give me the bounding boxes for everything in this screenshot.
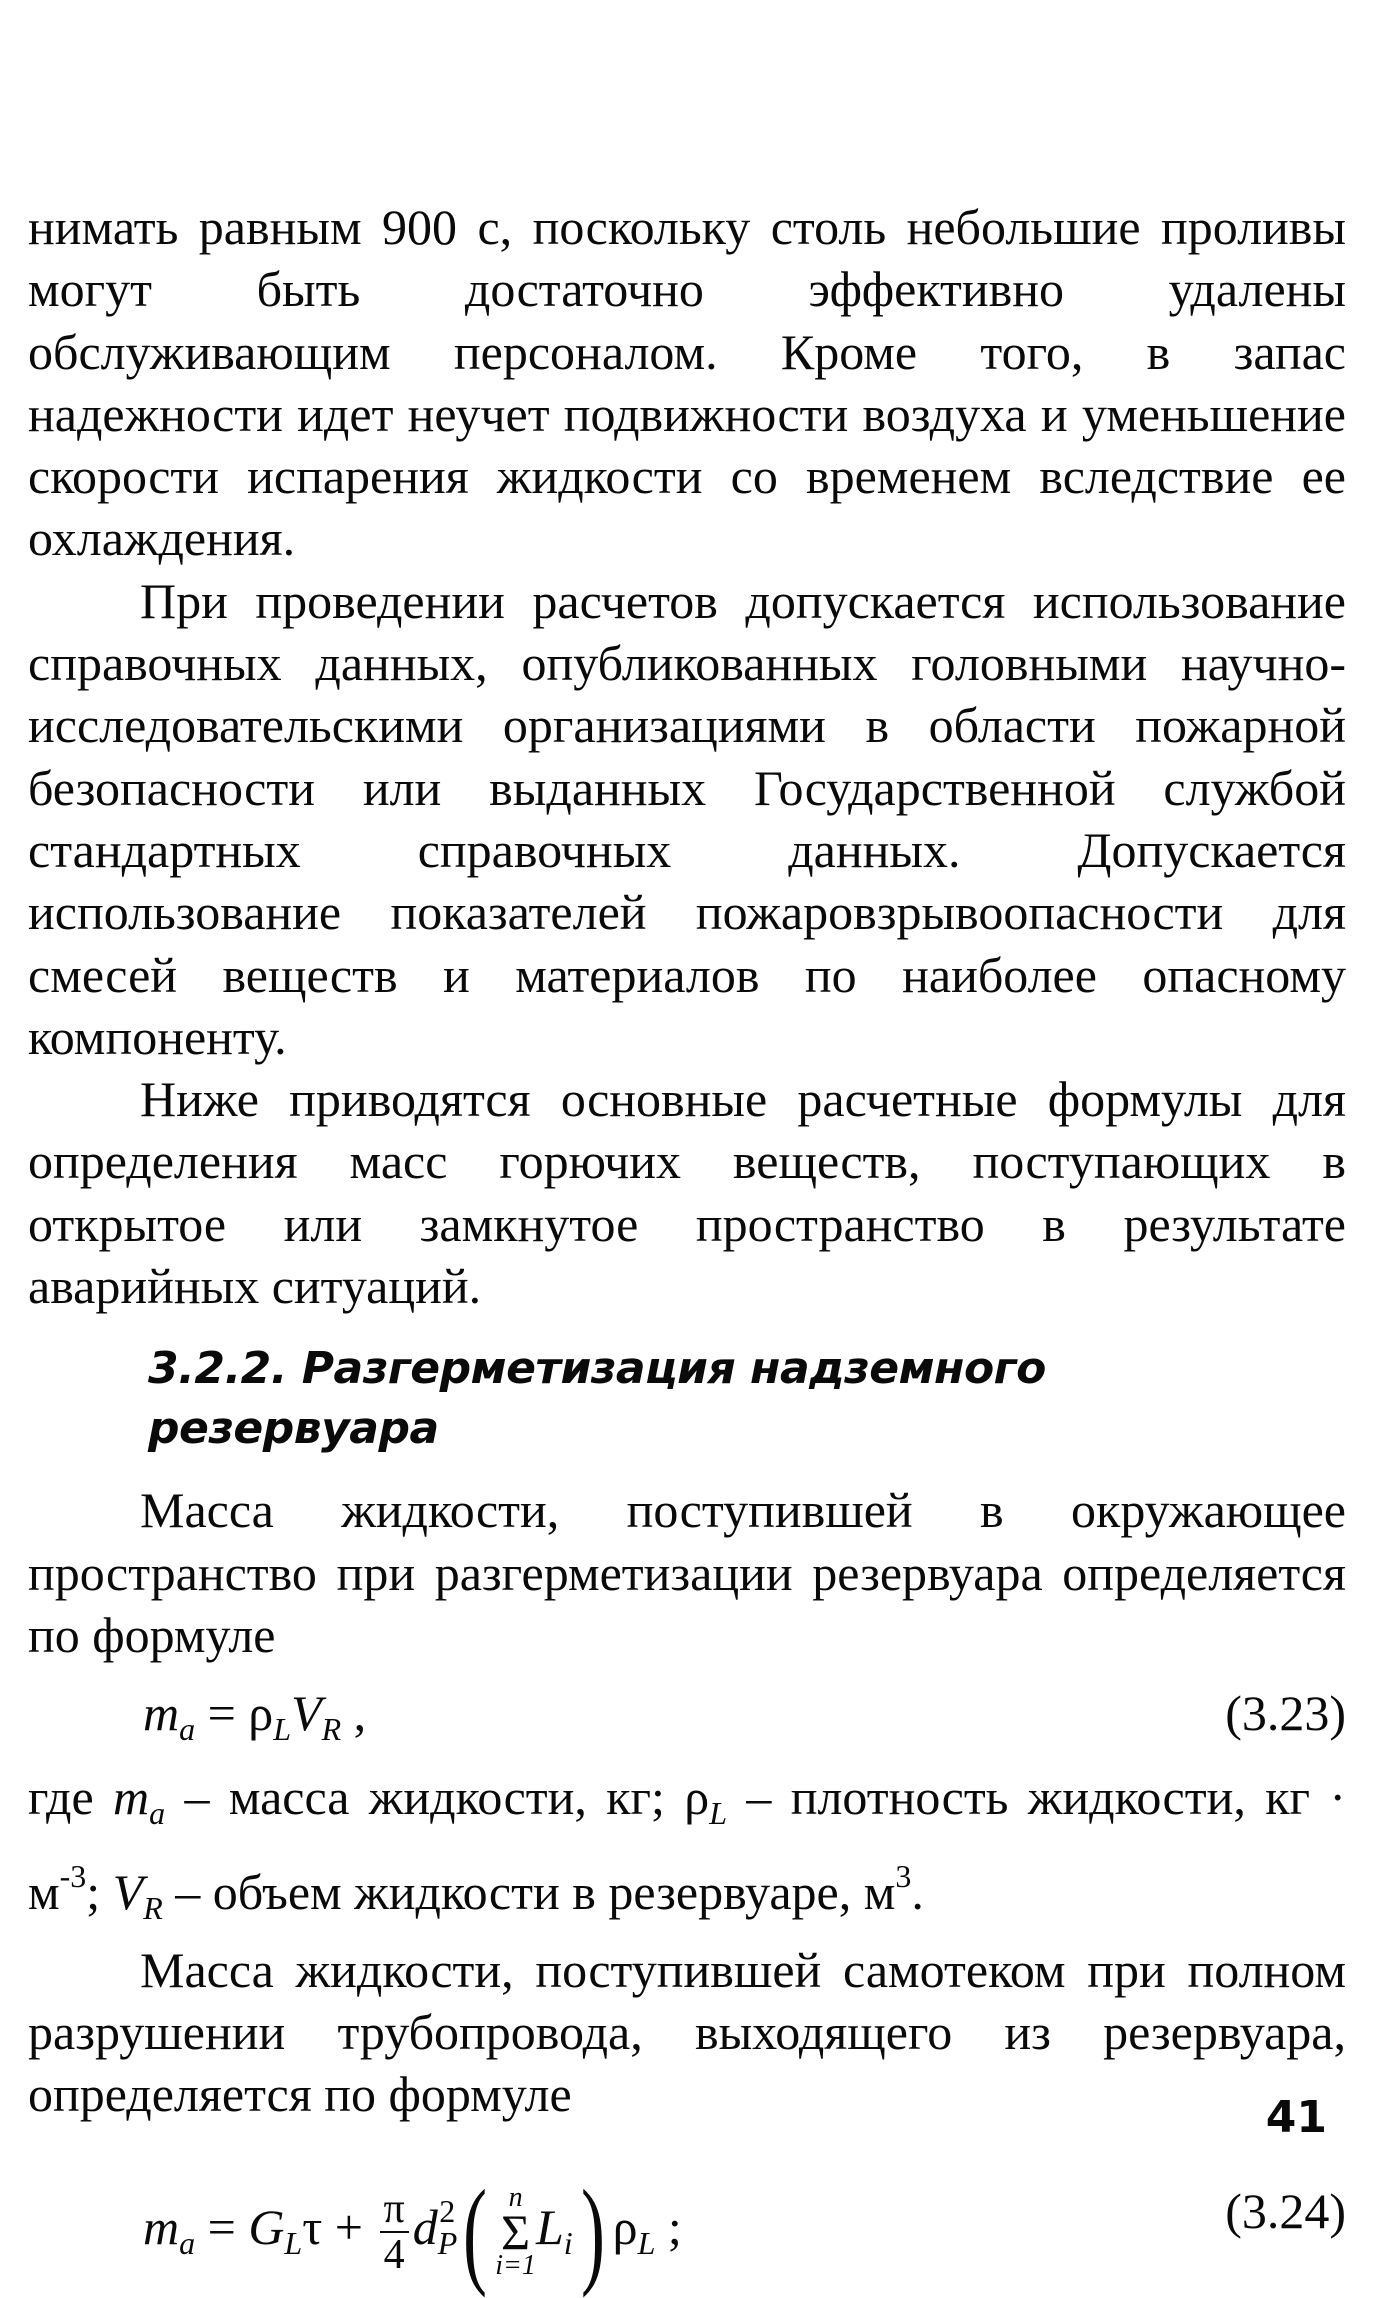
formula-3-23-expression: $m_a = \rho_LV_R$ , [143, 1685, 367, 1748]
formula-3-23 [28, 1678, 1346, 1748]
paragraph-3: Ниже приводятся основные расчетные формулы для определения масс горючих веществ, поступающих в открытое или замкнутое пространство в результате аварийных ситуаций. [28, 1071, 1346, 1315]
paragraph-1: нимать равным 900 с, поскольку столь небольшие проливы могут быть достаточно эффективно удалены обслуживающим персоналом. Кроме того, в запас надежности идет неучет подвижности воздуха и уменьшение скорости испарения жидкости со временем вследствие ее охлаждения. [28, 199, 1346, 567]
paragraph-4: Масса жидкости, поступившей в окружающее пространство при разгерметизации резервуара определяется по формуле [28, 1482, 1346, 1663]
summation: n Σ i=1 [495, 2182, 536, 2282]
page-body [28, 196, 1347, 2298]
fraction-pi-over-4: $\frac{\pi}{4}$ [380, 2187, 409, 2277]
paragraph-5-definitions: где $m_a$ – масса жидкости, кг; $\rho_L$ – плотность жидкости, кг · $м^{-3}$; $V_R$ – объем жидкости в резервуаре, $м^3$. [28, 1769, 1347, 1926]
formula-3-23-number: (3.23) [1225, 1685, 1346, 1742]
section-heading: 3.2.2. Разгерметизация надземного резервуара [148, 1343, 1046, 1455]
formula-3-24-expression: $m_a = G_L\tau$ + $\frac{\pi}{4}$ $d_P^2$( n Σ i=1 $L_i$) $\rho_L$ ; [143, 2165, 682, 2298]
paragraph-6: Масса жидкости, поступившей самотеком при полном разрушении трубопровода, выходящего из резервуара, определяется по формуле [28, 1941, 1346, 2123]
paragraph-2: При проведении расчетов допускается использование справочных данных, опубликованных головными научно-исследовательскими организациями в области пожарной безопасности или выданных Государственной службой стандартных справочных данных. Допускается использование показателей пожаровзрывоопасности для смесей веществ и материалов по наиболее опасному компоненту. [28, 572, 1346, 1065]
formula-3-24-number: (3.24) [1225, 2182, 1346, 2239]
page-number: 41 [1265, 2092, 1327, 2143]
